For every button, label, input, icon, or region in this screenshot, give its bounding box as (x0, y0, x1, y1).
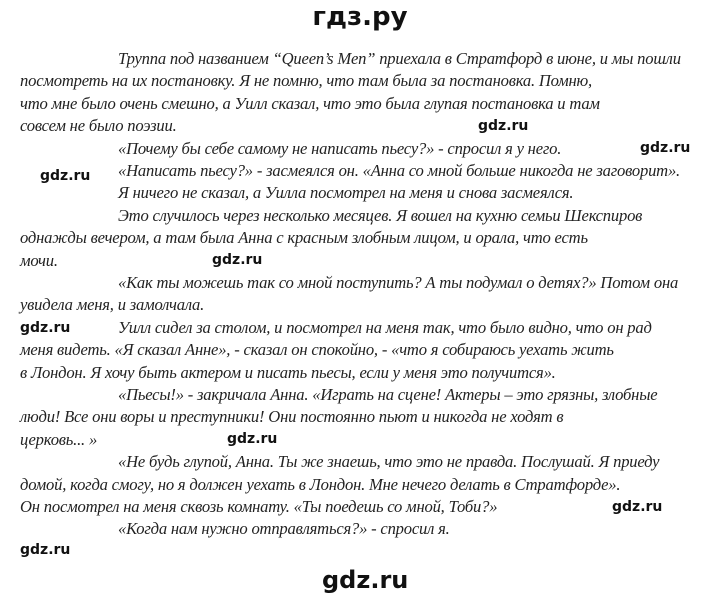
text-line: что мне было очень смешно, а Уилл сказал, что это была глупая постановка и там (20, 93, 600, 113)
text-line: «Не будь глупой, Анна. Ты же знаешь, что это не правда. Послушай. Я приеду (118, 452, 660, 472)
text-line: домой, когда смогу, но я должен уехать в Лондон. Мне нечего делать в Стратфорде». (20, 474, 621, 494)
footer-watermark: gdz.ru (322, 566, 409, 594)
text-line: Труппа под названием “Queen’s Men” приехала в Стратфорд в июне, и мы пошли (118, 49, 681, 68)
watermark: gdz.ru (640, 140, 691, 156)
watermark: gdz.ru (227, 431, 278, 447)
text-line: «Пьесы!» - закричала Анна. «Играть на сцене! Актеры – это грязны, злобные (118, 385, 658, 404)
text-line: в Лондон. Я хочу быть актером и писать пьесы, если у меня это получится». (20, 362, 556, 382)
text-line: церковь... » (20, 429, 98, 449)
text-line: люди! Все они воры и преступники! Они постоянно пьют и никогда не ходят в (20, 407, 564, 427)
text-line: «Как ты можешь так со мной поступить? А ты подумал о детях?» Потом она (118, 273, 679, 292)
text-line: «Когда нам нужно отправляться?» - спросил я. (118, 519, 450, 539)
watermark: gdz.ru (20, 320, 71, 336)
text-line: Я ничего не сказал, а Уилла посмотрел на меня и снова засмеялся. (118, 183, 574, 203)
text-line: посмотреть на их постановку. Я не помню, что там была за постановка. Помню, (20, 71, 592, 91)
watermark: gdz.ru (40, 168, 91, 184)
watermark: gdz.ru (612, 499, 663, 515)
text-line: увидела меня, и замолчала. (20, 295, 205, 315)
text-line: мочи. (20, 250, 58, 270)
text-line: «Написать пьесу?» - засмеялся он. «Анна со мной больше никогда не заговорит». (118, 161, 681, 180)
text-line: «Почему бы себе самому не написать пьесу?» - спросил я у него. (118, 138, 562, 158)
watermark: gdz.ru (20, 542, 71, 558)
text-line: Уилл сидел за столом, и посмотрел на меня так, что было видно, что он рад (118, 317, 652, 337)
watermark: gdz.ru (478, 118, 529, 134)
text-line: однажды вечером, а там была Анна с красным злобным лицом, и орала, что есть (20, 228, 588, 248)
watermark: gdz.ru (212, 252, 263, 268)
text-line: Это случилось через несколько месяцев. Я вошел на кухню семьи Шекспиров (118, 205, 643, 225)
text-line: Он посмотрел на меня сквозь комнату. «Ты поедешь со мной, Тоби?» (20, 497, 498, 516)
text-line: меня видеть. «Я сказал Анне», - сказал он спокойно, - «что я собираюсь уехать жить (20, 340, 614, 360)
text-line: совсем не было поэзии. (20, 116, 177, 136)
site-title: гдз.ру (312, 2, 408, 32)
